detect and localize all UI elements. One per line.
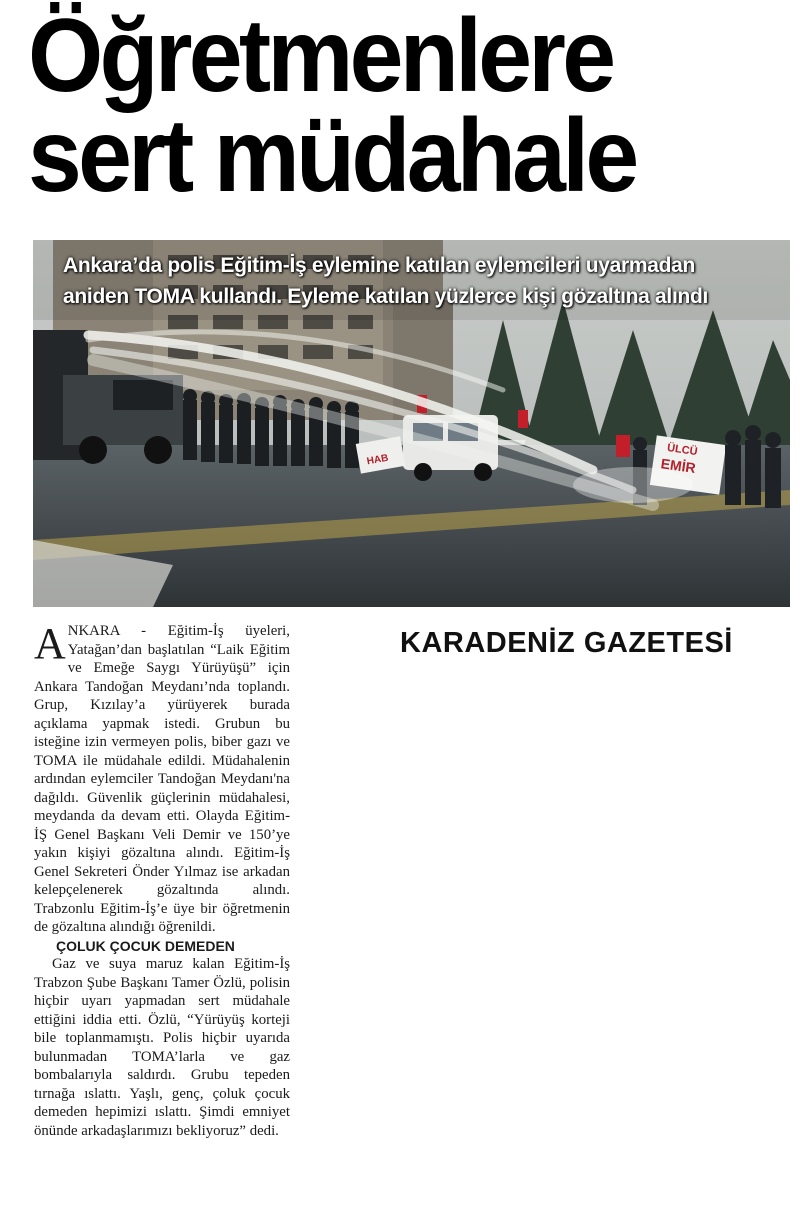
article-subheading: ÇOLUK ÇOCUK DEMEDEN — [56, 937, 235, 954]
subheadline — [63, 250, 783, 312]
headline — [28, 0, 735, 214]
drop-cap: A — [34, 619, 66, 668]
headline-line-1: Öğretmenlere — [28, 0, 613, 114]
subheadline-line-1: Ankara’da polis Eğitim-İş eylemine katılan eylemcileri uyarmadan — [63, 254, 696, 277]
banner-text: HAB — [366, 452, 390, 468]
banner-text: ÜLCÜ — [666, 441, 699, 459]
source-credit: KARADENİZ GAZETESİ — [400, 627, 733, 659]
subheadline-line-2: aniden TOMA kullandı. Eyleme katılan yüzlerce kişi gözaltına alındı — [63, 285, 709, 308]
banner-text: EMİR — [659, 455, 697, 477]
headline-line-2: sert müdahale — [28, 98, 636, 214]
article-paragraph — [34, 619, 290, 937]
article-paragraph: Gaz ve suya maruz kalan Eğitim-İş Trabzon Şube Başkanı Tamer Özlü, polisin hiçbir uyarı yapmadan sert müdahale ettiğini iddia etti. Özlü, “Yürüyüş korteji bile toplanmamıştı. Polis hiçbir uyarıda bulunmadan TOMA’larla ve gaz bombalarıyla saldırdı. Grubu tepeden tırnağa ıslattı. Yaşlı, genç, çoluk çocuk demeden hepimizi ıslattı. Şimdi emniyet önünde arkadaşlarımızı bekliyoruz” dedi. — [34, 956, 290, 1139]
article-body — [34, 619, 290, 1140]
article-paragraph-text: NKARA - Eğitim-İş üyeleri, Yatağan’dan başlatılan “Laik Eğitim ve Emeğe Saygı Yürüyüşü” için Ankara Tandoğan Meydanı’nda toplandı. Grup, Kızılay’a yürüyerek burada açıklama yapmak istedi. Grubun bu isteğine izin vermeyen polis, biber gazı ve TOMA ile müdahale edildi. Müdahalenin ardından eylemciler Tandoğan Meydanı'na dağıldı. Güvenlik güçlerinin müdahalesi, meydanda da devam etti. Olayda Eğitim-İŞ Genel Başkanı Veli Demir ve 150’ye yakın kişiyi gözaltına alındı. Eğitim-İş Genel Sekreteri Önder Yılmaz ise arkadan kelepçelenerek gözaltında alındı. Trabzonlu Eğitim-İş’e üye bir öğretmenin de gözaltına alındığı öğrenildi. — [34, 623, 290, 935]
spray-mist — [573, 467, 693, 503]
